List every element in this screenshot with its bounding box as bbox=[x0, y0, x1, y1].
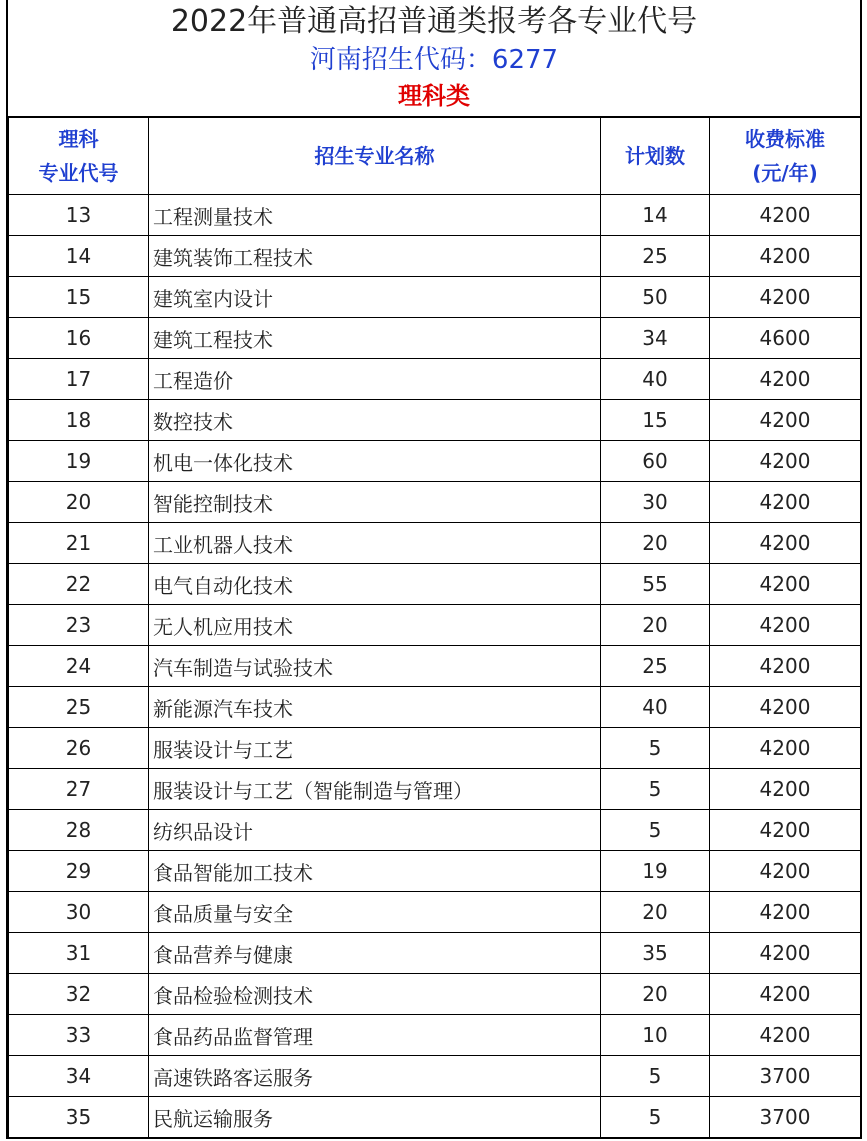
cell-code: 15 bbox=[9, 277, 149, 318]
cell-plan: 40 bbox=[601, 687, 710, 728]
majors-table bbox=[8, 117, 861, 1138]
cell-code: 13 bbox=[9, 195, 149, 236]
cell-code: 18 bbox=[9, 400, 149, 441]
cell-name: 建筑室内设计 bbox=[149, 277, 601, 318]
cell-plan: 25 bbox=[601, 236, 710, 277]
cell-code: 33 bbox=[9, 1015, 149, 1056]
cell-name: 数控技术 bbox=[149, 400, 601, 441]
cell-plan: 60 bbox=[601, 441, 710, 482]
header-fee-line2: (元/年) bbox=[752, 161, 818, 185]
cell-fee: 4200 bbox=[710, 564, 861, 605]
cell-plan: 50 bbox=[601, 277, 710, 318]
cell-name: 食品药品监督管理 bbox=[149, 1015, 601, 1056]
cell-code: 25 bbox=[9, 687, 149, 728]
cell-fee: 3700 bbox=[710, 1097, 861, 1138]
cell-name: 工程测量技术 bbox=[149, 195, 601, 236]
cell-fee: 4200 bbox=[710, 1015, 861, 1056]
cell-name: 民航运输服务 bbox=[149, 1097, 601, 1138]
cell-plan: 19 bbox=[601, 851, 710, 892]
table-row bbox=[9, 564, 861, 605]
cell-plan: 14 bbox=[601, 195, 710, 236]
cell-plan: 5 bbox=[601, 769, 710, 810]
cell-name: 工程造价 bbox=[149, 359, 601, 400]
table-row bbox=[9, 318, 861, 359]
cell-fee: 4200 bbox=[710, 277, 861, 318]
cell-code: 22 bbox=[9, 564, 149, 605]
cell-name: 食品质量与安全 bbox=[149, 892, 601, 933]
table-row bbox=[9, 482, 861, 523]
cell-fee: 4200 bbox=[710, 441, 861, 482]
cell-name: 食品检验检测技术 bbox=[149, 974, 601, 1015]
table-row bbox=[9, 1097, 861, 1138]
cell-fee: 4200 bbox=[710, 933, 861, 974]
cell-code: 20 bbox=[9, 482, 149, 523]
header-name: 招生专业名称 bbox=[149, 118, 601, 195]
cell-code: 28 bbox=[9, 810, 149, 851]
cell-name: 高速铁路客运服务 bbox=[149, 1056, 601, 1097]
school-code: 河南招生代码：6277 bbox=[309, 45, 559, 75]
cell-fee: 4200 bbox=[710, 195, 861, 236]
header-fee-line1: 收费标准 bbox=[745, 127, 825, 151]
cell-name: 建筑装饰工程技术 bbox=[149, 236, 601, 277]
header-code bbox=[9, 118, 149, 195]
table-row bbox=[9, 933, 861, 974]
category-label: 理科类 bbox=[398, 82, 470, 110]
cell-name: 食品营养与健康 bbox=[149, 933, 601, 974]
cell-name: 智能控制技术 bbox=[149, 482, 601, 523]
header-fee bbox=[710, 118, 861, 195]
cell-plan: 20 bbox=[601, 974, 710, 1015]
cell-name: 新能源汽车技术 bbox=[149, 687, 601, 728]
table-row bbox=[9, 277, 861, 318]
cell-plan: 5 bbox=[601, 810, 710, 851]
cell-fee: 3700 bbox=[710, 1056, 861, 1097]
cell-code: 34 bbox=[9, 1056, 149, 1097]
cell-name: 服装设计与工艺（智能制造与管理） bbox=[149, 769, 601, 810]
table-row bbox=[9, 441, 861, 482]
cell-code: 30 bbox=[9, 892, 149, 933]
cell-code: 29 bbox=[9, 851, 149, 892]
cell-code: 23 bbox=[9, 605, 149, 646]
cell-plan: 40 bbox=[601, 359, 710, 400]
cell-name: 机电一体化技术 bbox=[149, 441, 601, 482]
cell-plan: 10 bbox=[601, 1015, 710, 1056]
cell-name: 汽车制造与试验技术 bbox=[149, 646, 601, 687]
cell-fee: 4200 bbox=[710, 646, 861, 687]
cell-plan: 20 bbox=[601, 523, 710, 564]
cell-code: 14 bbox=[9, 236, 149, 277]
cell-plan: 20 bbox=[601, 892, 710, 933]
cell-fee: 4200 bbox=[710, 523, 861, 564]
cell-plan: 35 bbox=[601, 933, 710, 974]
table-row bbox=[9, 605, 861, 646]
cell-plan: 25 bbox=[601, 646, 710, 687]
cell-fee: 4200 bbox=[710, 605, 861, 646]
table-row bbox=[9, 646, 861, 687]
cell-fee: 4200 bbox=[710, 769, 861, 810]
cell-name: 纺织品设计 bbox=[149, 810, 601, 851]
table-row bbox=[9, 195, 861, 236]
cell-name: 服装设计与工艺 bbox=[149, 728, 601, 769]
cell-fee: 4600 bbox=[710, 318, 861, 359]
table-row bbox=[9, 687, 861, 728]
cell-code: 17 bbox=[9, 359, 149, 400]
cell-name: 工业机器人技术 bbox=[149, 523, 601, 564]
cell-fee: 4200 bbox=[710, 359, 861, 400]
header-plan: 计划数 bbox=[601, 118, 710, 195]
table-header-row bbox=[9, 118, 861, 195]
cell-name: 建筑工程技术 bbox=[149, 318, 601, 359]
cell-plan: 55 bbox=[601, 564, 710, 605]
cell-name: 电气自动化技术 bbox=[149, 564, 601, 605]
table-row bbox=[9, 769, 861, 810]
table-row bbox=[9, 810, 861, 851]
table-row bbox=[9, 974, 861, 1015]
cell-code: 24 bbox=[9, 646, 149, 687]
table-body bbox=[9, 195, 861, 1138]
cell-fee: 4200 bbox=[710, 851, 861, 892]
table-row bbox=[9, 728, 861, 769]
table-row bbox=[9, 1056, 861, 1097]
table-row bbox=[9, 851, 861, 892]
cell-plan: 5 bbox=[601, 1056, 710, 1097]
cell-name: 无人机应用技术 bbox=[149, 605, 601, 646]
cell-fee: 4200 bbox=[710, 974, 861, 1015]
cell-code: 19 bbox=[9, 441, 149, 482]
page-title: 2022年普通高招普通类报考各专业代号 bbox=[170, 4, 698, 39]
table-row bbox=[9, 1015, 861, 1056]
cell-plan: 5 bbox=[601, 1097, 710, 1138]
cell-fee: 4200 bbox=[710, 236, 861, 277]
table-row bbox=[9, 523, 861, 564]
cell-fee: 4200 bbox=[710, 400, 861, 441]
cell-code: 35 bbox=[9, 1097, 149, 1138]
cell-code: 32 bbox=[9, 974, 149, 1015]
cell-code: 21 bbox=[9, 523, 149, 564]
table-row bbox=[9, 400, 861, 441]
cell-fee: 4200 bbox=[710, 892, 861, 933]
cell-fee: 4200 bbox=[710, 482, 861, 523]
table-row bbox=[9, 359, 861, 400]
cell-code: 27 bbox=[9, 769, 149, 810]
cell-code: 16 bbox=[9, 318, 149, 359]
header-code-line1: 理科 bbox=[58, 127, 99, 151]
cell-plan: 20 bbox=[601, 605, 710, 646]
cell-plan: 5 bbox=[601, 728, 710, 769]
title-block bbox=[8, 0, 860, 118]
table-row bbox=[9, 236, 861, 277]
table-row bbox=[9, 892, 861, 933]
header-code-line2: 专业代号 bbox=[38, 161, 119, 185]
cell-fee: 4200 bbox=[710, 810, 861, 851]
cell-plan: 30 bbox=[601, 482, 710, 523]
cell-fee: 4200 bbox=[710, 728, 861, 769]
cell-fee: 4200 bbox=[710, 687, 861, 728]
cell-plan: 34 bbox=[601, 318, 710, 359]
cell-code: 26 bbox=[9, 728, 149, 769]
cell-name: 食品智能加工技术 bbox=[149, 851, 601, 892]
cell-plan: 15 bbox=[601, 400, 710, 441]
cell-code: 31 bbox=[9, 933, 149, 974]
document-frame bbox=[6, 0, 862, 1139]
